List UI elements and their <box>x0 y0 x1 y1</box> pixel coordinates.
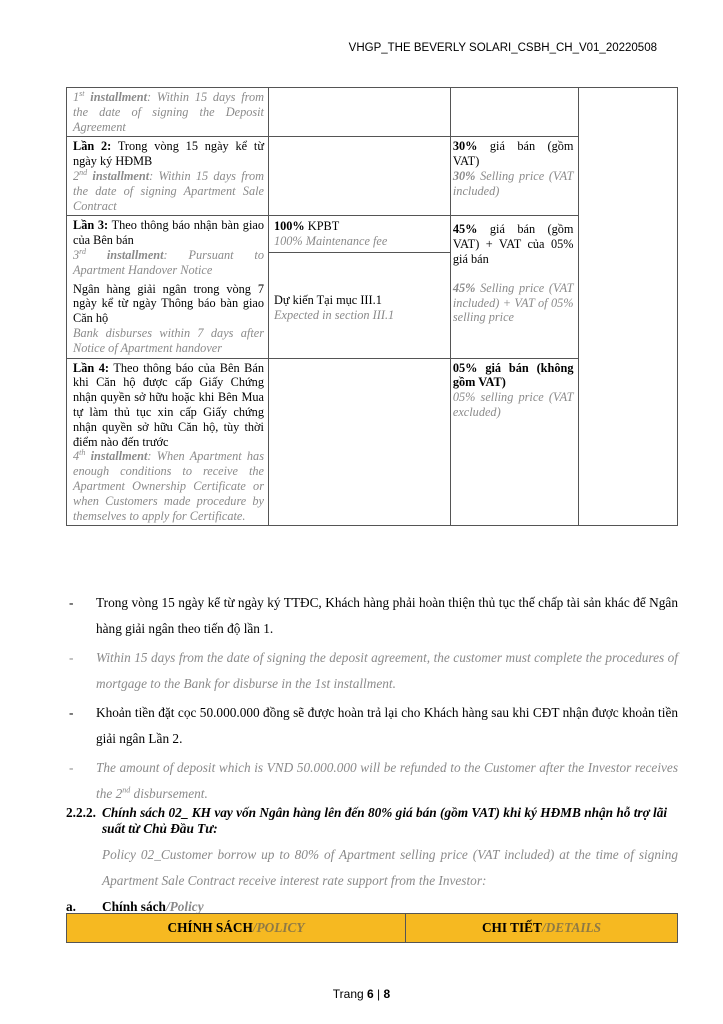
installment-2-cell: Lần 2: Trong vòng 15 ngày kể từ ngày ký HĐMB 2nd installment: Within 15 days from the date of signing Apartment Sale Contract <box>67 137 269 216</box>
list-item: - Within 15 days from the date of signing the deposit agreement, the customer must complete the procedures of mortgage to the Bank for disburse in the 1st installment. <box>69 650 678 691</box>
installment-3-rate: 45% giá bán (gồm VAT) + VAT của 05% giá bán 45% Selling price (VAT included) + VAT of 05% selling price <box>450 216 578 358</box>
list-item: - Khoản tiền đặt cọc 50.000.000 đồng sẽ được hoàn trả lại cho Khách hàng sau khi CĐT nhận được khoản tiền giải ngân Lần 2. <box>69 705 678 746</box>
installment-2-rate: 30% giá bán (gồm VAT) 30% Selling price (VAT included) <box>450 137 578 216</box>
policy-column-header: CHÍNH SÁCH/POLICY <box>67 914 406 943</box>
list-item: - The amount of deposit which is VND 50.000.000 will be refunded to the Customer after the Investor receives the 2nd disbursement. <box>69 760 678 801</box>
document-code: VHGP_THE BEVERLY SOLARI_CSBH_CH_V01_20220508 <box>348 42 657 54</box>
page-number: 6 <box>367 987 374 1001</box>
notes-list <box>66 590 678 810</box>
section-2-2-2 <box>66 805 678 894</box>
installment-1-en: 1st installment: Within 15 days from the date of signing the Deposit Agreement <box>73 88 264 134</box>
section-title-en: Policy 02_Customer borrow up to 80% of Apartment selling price (VAT included) at the time of signing Apartment Sale Contract receive interest rate support from the Investor: <box>102 847 678 888</box>
installment-4-cell: Lần 4: Theo thông báo của Bên Bán khi Căn hộ được cấp Giấy Chứng nhận quyền sở hữu hoặc khi Bên Mua tự làm thủ tục xin cấp Giấy chứng nhận quyền sở hữu Căn hộ, tùy thời điểm nào đến trước 4th installment: When Apartment has enough conditions to receive the Apartment Ownership Certificate or when Customers made procedure by themselves to apply for Certificate. <box>67 358 269 526</box>
section-title: Chính sách 02_ KH vay vốn Ngân hàng lên đến 80% giá bán (gồm VAT) khi ký HĐMB nhận hỗ trợ lãi suất từ Chủ Đầu Tư: <box>102 805 668 836</box>
list-item: - Trong vòng 15 ngày kể từ ngày ký TTĐC, Khách hàng phải hoàn thiện thủ tục thế chấp tài sản khác để Ngân hàng giải ngân theo tiến độ lần 1. <box>69 595 678 636</box>
details-column-header: CHI TIẾT/DETAILS <box>406 914 678 943</box>
notes-column <box>578 88 678 526</box>
page-footer: Trang 6 | 8 <box>332 987 391 1001</box>
page-total: 8 <box>383 987 391 1001</box>
installment-3-cell: Lần 3: Theo thông báo nhận bàn giao của Bên bán 3rd installment: Pursuant to Apartment Handover Notice Ngân hàng giải ngân trong vòng 7 ngày kể từ ngày Thông báo bàn giao Căn hộ Bank disburses within 7 days after Notice of Apartment handover <box>67 216 269 358</box>
policy-header-table <box>66 913 678 943</box>
installment-3-fees: 100% KPBT 100% Maintenance fee Dự kiến Tại mục III.1 Expected in section III.1 <box>268 216 450 358</box>
payment-schedule-table <box>66 87 678 526</box>
section-number: 2.2.2. <box>66 805 96 820</box>
installment-4-rate: 05% giá bán (không gồm VAT) 05% selling price (VAT excluded) <box>450 358 578 526</box>
subsection-a: a. Chính sách /Policy <box>66 899 204 914</box>
installment-1-cell <box>67 88 269 137</box>
table-row <box>67 88 678 137</box>
